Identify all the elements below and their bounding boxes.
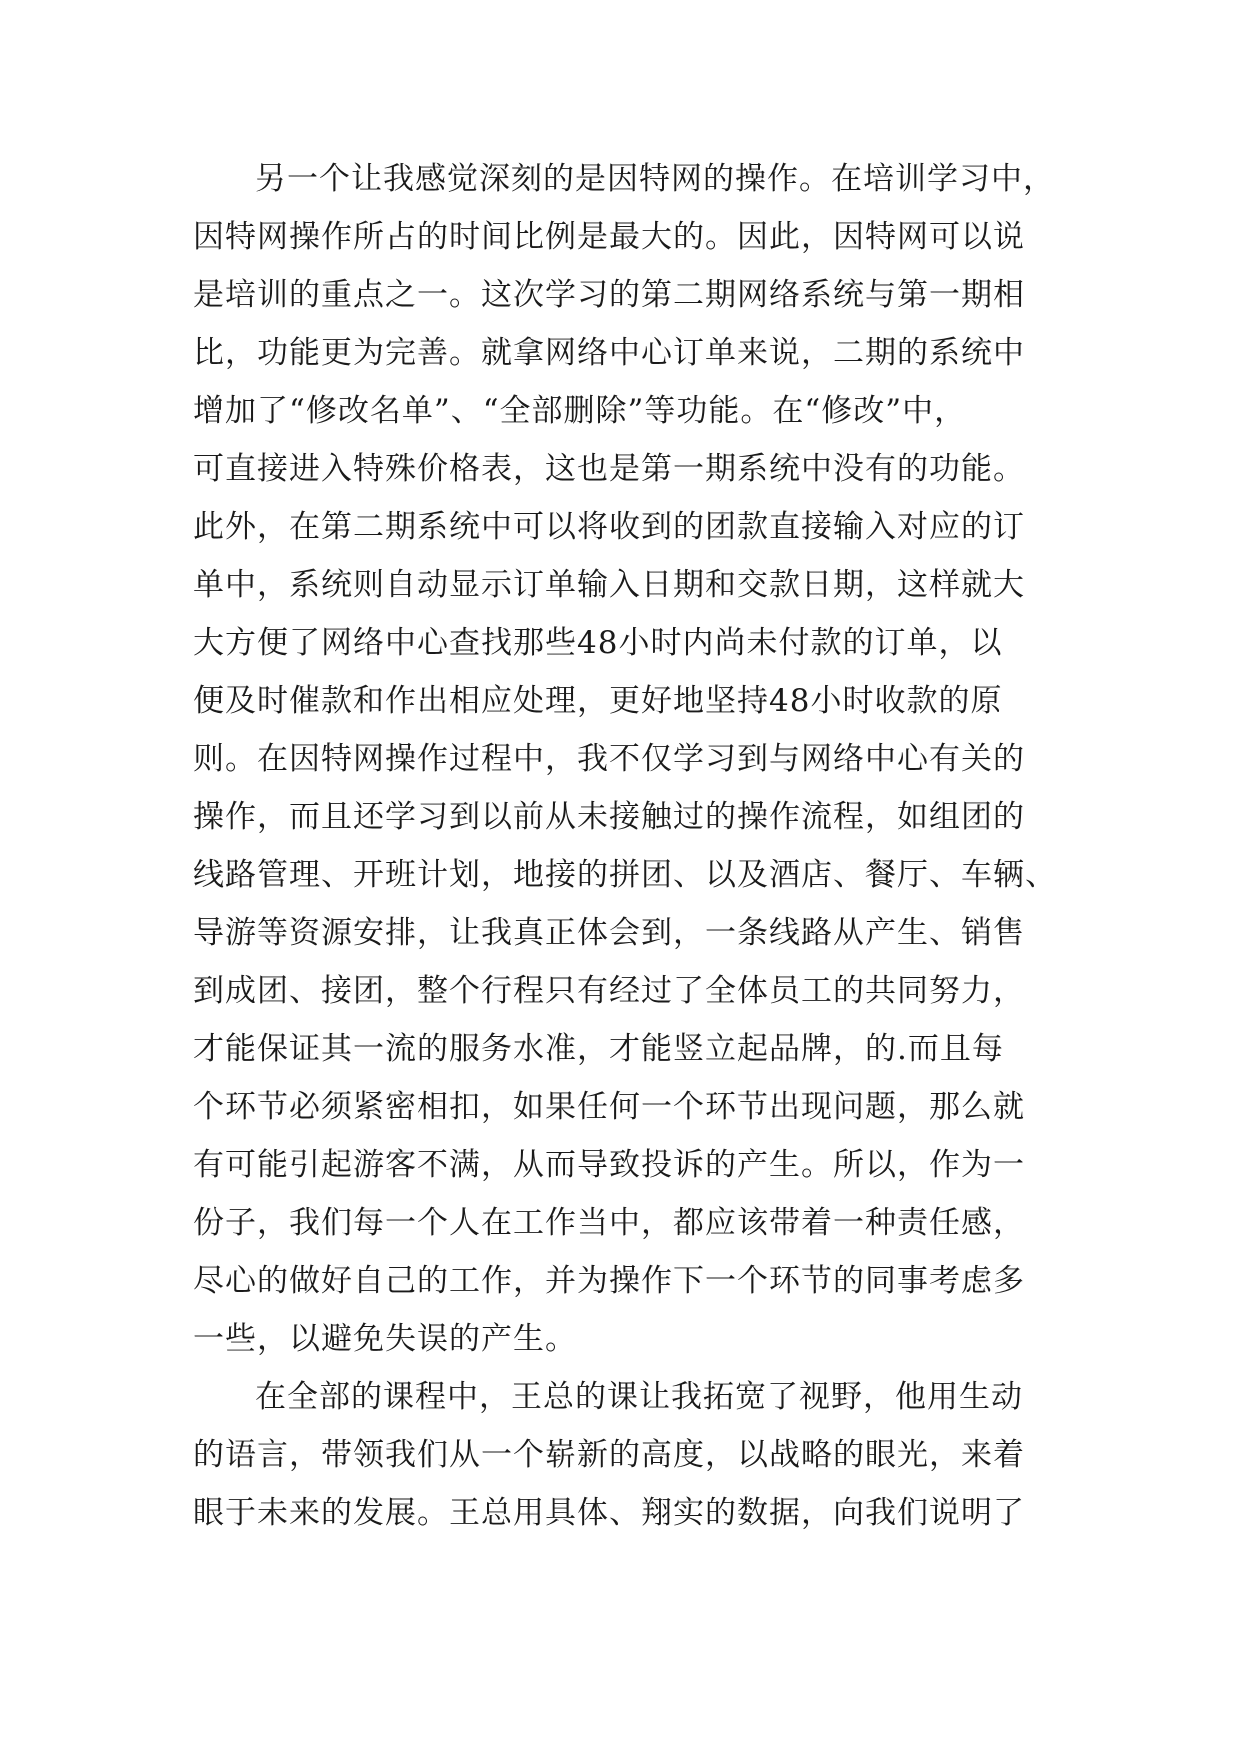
paragraph-2-line-3: 眼于未来的发展。王总用具体、翔实的数据，向我们说明了 (193, 1495, 1025, 1531)
paragraph-1-line-1: 另一个让我感觉深刻的是因特网的操作。在培训学习中， (255, 161, 1055, 197)
paragraph-1-line-9: 大方便了网络中心查找那些48小时内尚未付款的订单，以 (193, 625, 1003, 661)
paragraph-1-line-4: 比，功能更为完善。就拿网络中心订单来说，二期的系统中 (193, 335, 1025, 371)
paragraph-1-line-16: 才能保证其一流的服务水准，才能竖立起品牌，的.而且每 (193, 1031, 1004, 1067)
paragraph-2-line-1: 在全部的课程中，王总的课让我拓宽了视野，他用生动 (255, 1379, 1023, 1415)
paragraph-1-line-3: 是培训的重点之一。这次学习的第二期网络系统与第一期相 (193, 277, 1025, 313)
paragraph-1-line-13: 线路管理、开班计划，地接的拼团、以及酒店、餐厅、车辆、 (193, 857, 1057, 893)
paragraph-1-line-10: 便及时催款和作出相应处理，更好地坚持48小时收款的原 (193, 683, 1003, 719)
paragraph-1-line-18: 有可能引起游客不满，从而导致投诉的产生。所以，作为一 (193, 1147, 1025, 1183)
paragraph-1-line-19: 份子，我们每一个人在工作当中，都应该带着一种责任感， (193, 1205, 1025, 1241)
paragraph-1-line-6: 可直接进入特殊价格表，这也是第一期系统中没有的功能。 (193, 451, 1025, 487)
paragraph-1-line-14: 导游等资源安排，让我真正体会到，一条线路从产生、销售 (193, 915, 1025, 951)
paragraph-1-line-15: 到成团、接团，整个行程只有经过了全体员工的共同努力， (193, 973, 1025, 1009)
paragraph-1-line-20: 尽心的做好自己的工作，并为操作下一个环节的同事考虑多 (193, 1263, 1025, 1299)
paragraph-1-line-8: 单中，系统则自动显示订单输入日期和交款日期，这样就大 (193, 567, 1025, 603)
paragraph-1-line-5: 增加了“修改名单”、“全部删除”等功能。在“修改”中， (193, 393, 967, 429)
paragraph-2-line-2: 的语言，带领我们从一个崭新的高度，以战略的眼光，来着 (193, 1437, 1025, 1473)
paragraph-1-line-21: 一些，以避免失误的产生。 (193, 1321, 577, 1357)
paragraph-1-line-12: 操作，而且还学习到以前从未接触过的操作流程，如组团的 (193, 799, 1025, 835)
paragraph-1-line-7: 此外，在第二期系统中可以将收到的团款直接输入对应的订 (193, 509, 1025, 545)
paragraph-1-line-17: 个环节必须紧密相扣，如果任何一个环节出现问题，那么就 (193, 1089, 1025, 1125)
paragraph-1-line-11: 则。在因特网操作过程中，我不仅学习到与网络中心有关的 (193, 741, 1025, 777)
paragraph-1-line-2: 因特网操作所占的时间比例是最大的。因此，因特网可以说 (193, 219, 1025, 255)
